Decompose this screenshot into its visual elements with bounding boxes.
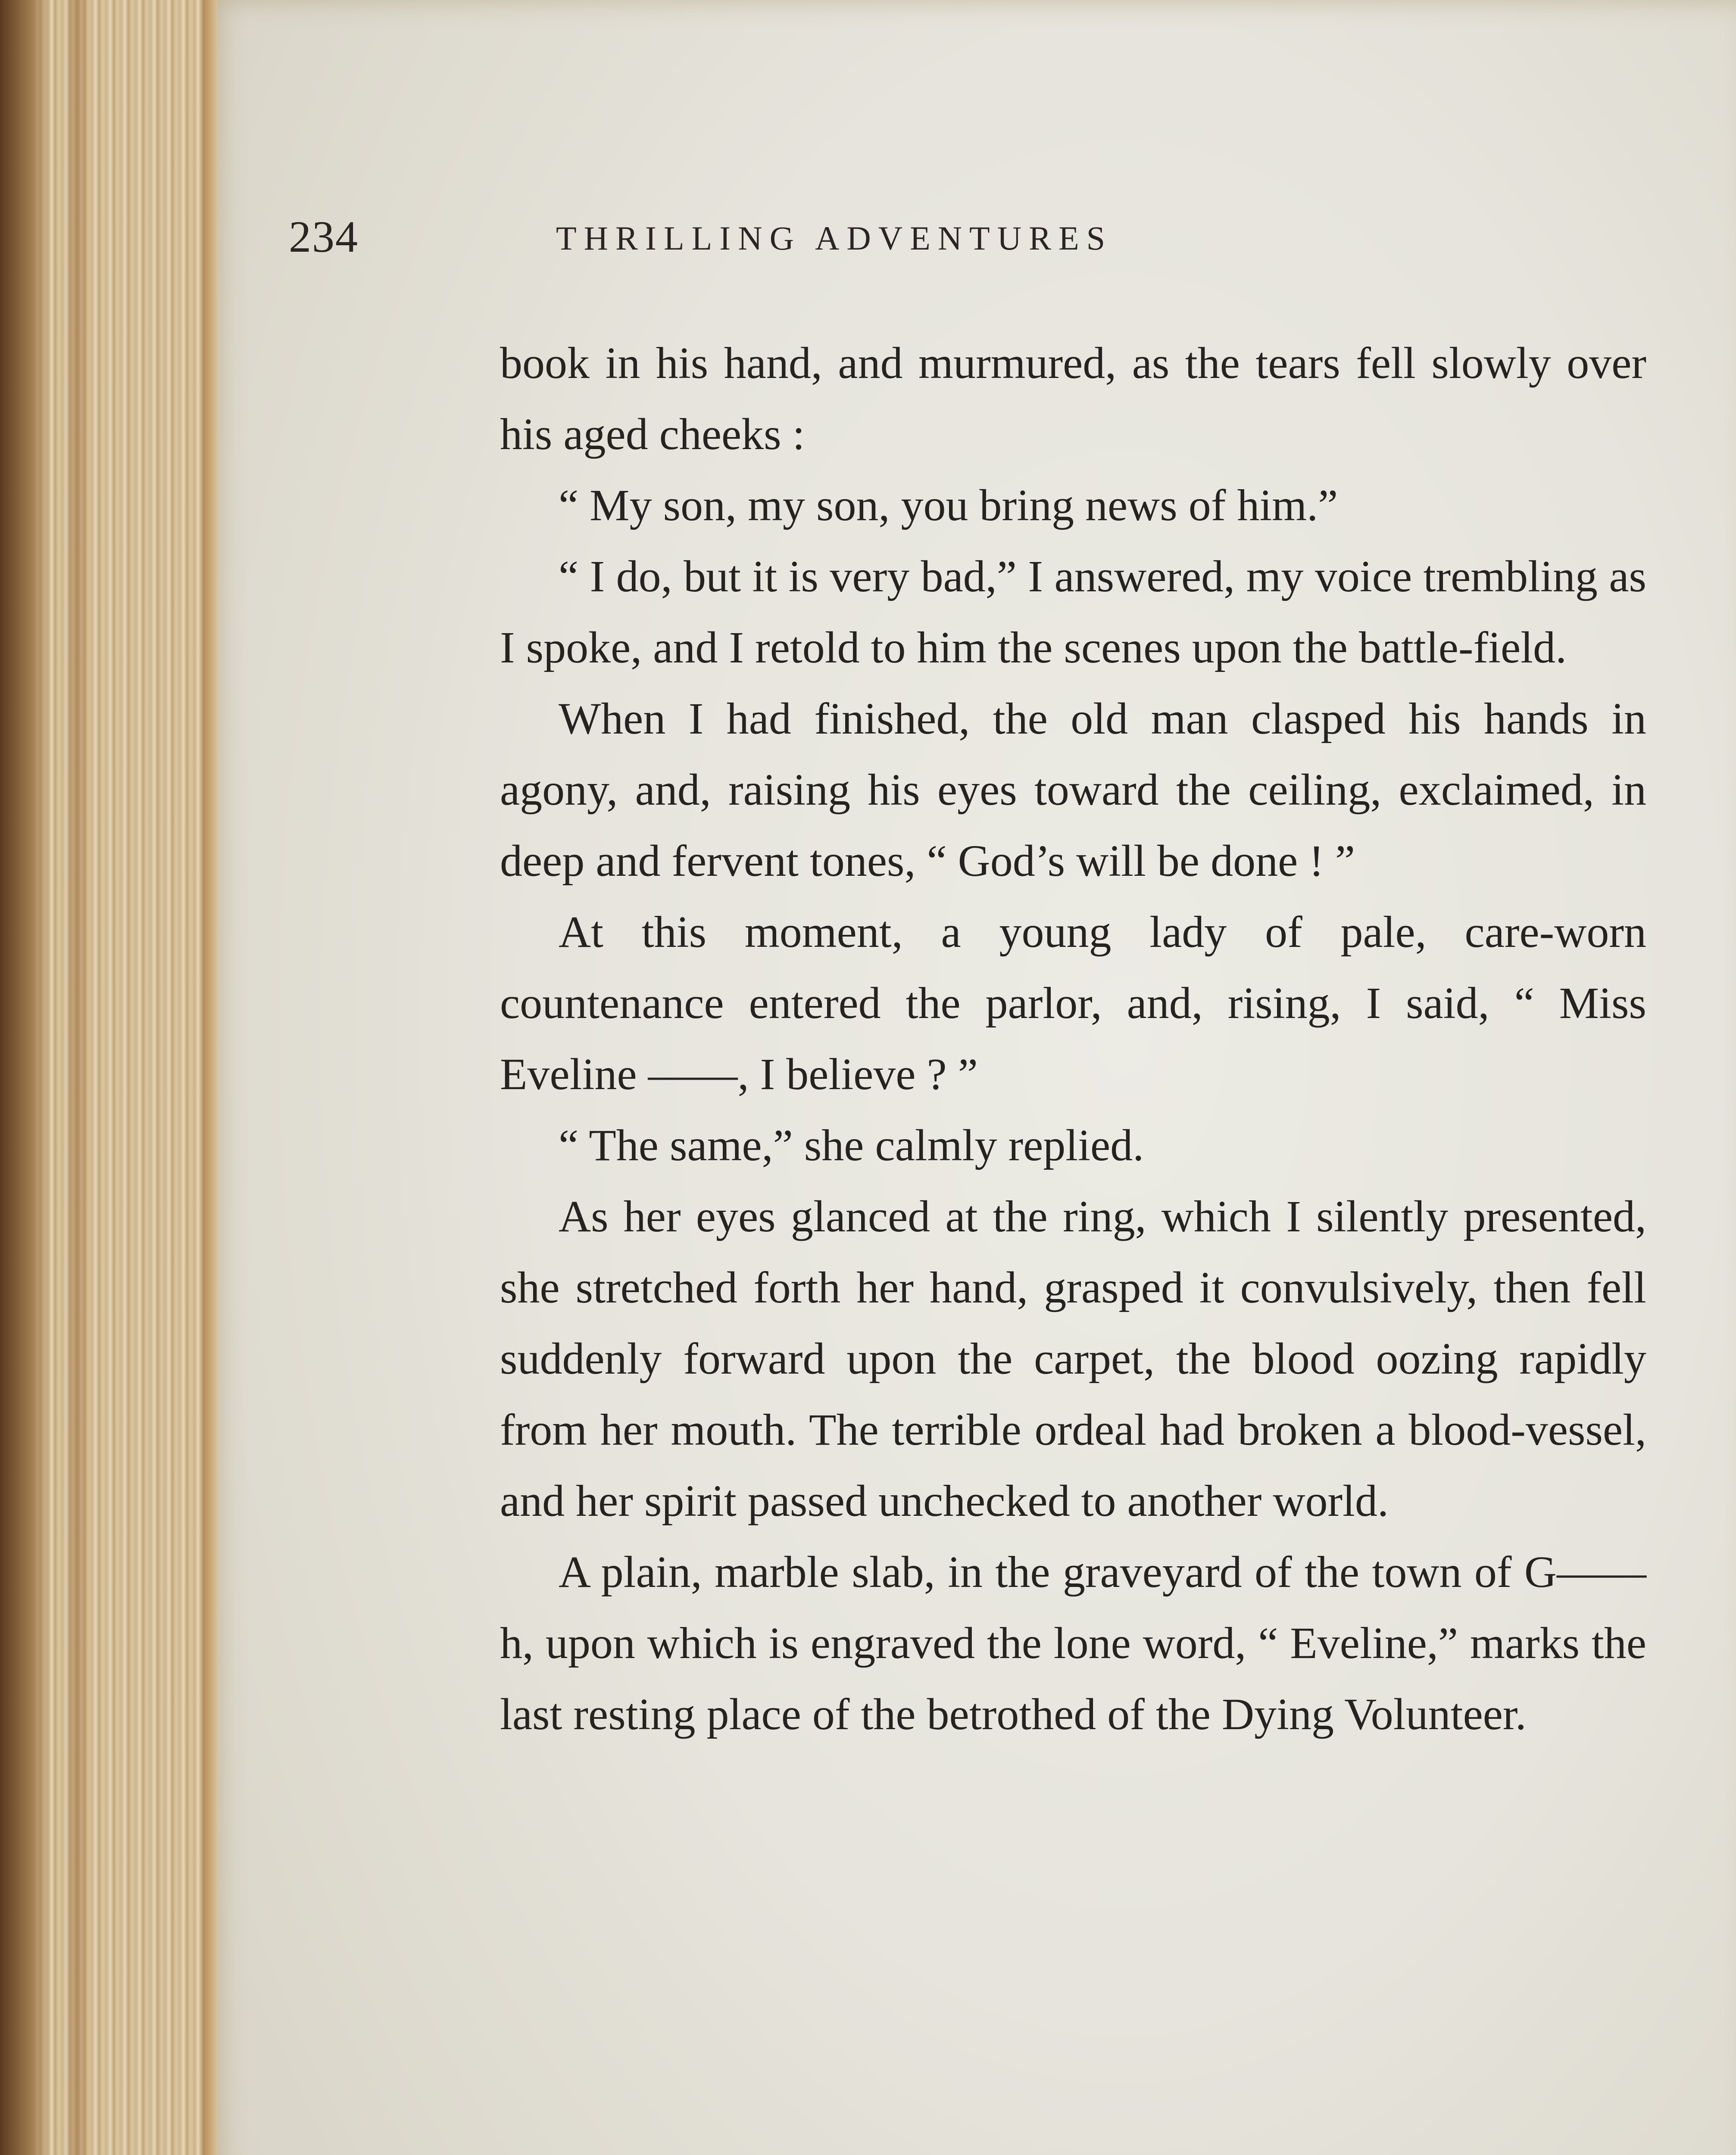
body-text (500, 328, 1646, 1750)
paragraph: “ I do, but it is very bad,” I answered, my voice trembling as I spoke, and I retold to him the scenes upon the battle-field. (500, 552, 1646, 672)
running-head (289, 211, 1409, 272)
paragraph: As her eyes glanced at the ring, which I silently presented, she stretched forth her hand, grasped it convulsively, then fell suddenly forward upon the carpet, the blood oozing rapidly from her mouth. The terrible ordeal had broken a blood-vessel, and her spirit passed unchecked to another world. (500, 1192, 1646, 1526)
paragraph: “ My son, my son, you bring news of him.” (559, 481, 1338, 530)
page-edge-stain (65, 0, 91, 2155)
running-head-title: THRILLING ADVENTURES (556, 219, 1113, 257)
paragraph: At this moment, a young lady of pale, care-worn countenance entered the parlor, and, rising, I said, “ Miss Eveline ——, I believe ? ” (500, 907, 1646, 1099)
page-number: 234 (289, 212, 359, 262)
paragraph: “ The same,” she calmly replied. (559, 1121, 1144, 1170)
page-gutter (203, 0, 217, 2155)
paragraph: A plain, marble slab, in the graveyard of the town of G——h, upon which is engraved the lone word, “ Eveline,” marks the last resting place of the betrothed of the Dying Volunteer. (500, 1547, 1646, 1739)
paragraph: When I had finished, the old man clasped his hands in agony, and, raising his eyes toward the ceiling, exclaimed, in deep and fervent tones, “ God’s will be done ! ” (500, 694, 1646, 886)
binding-shadow (0, 0, 52, 2155)
paragraph: book in his hand, and murmured, as the tears fell slowly over his aged cheeks : (500, 338, 1646, 459)
